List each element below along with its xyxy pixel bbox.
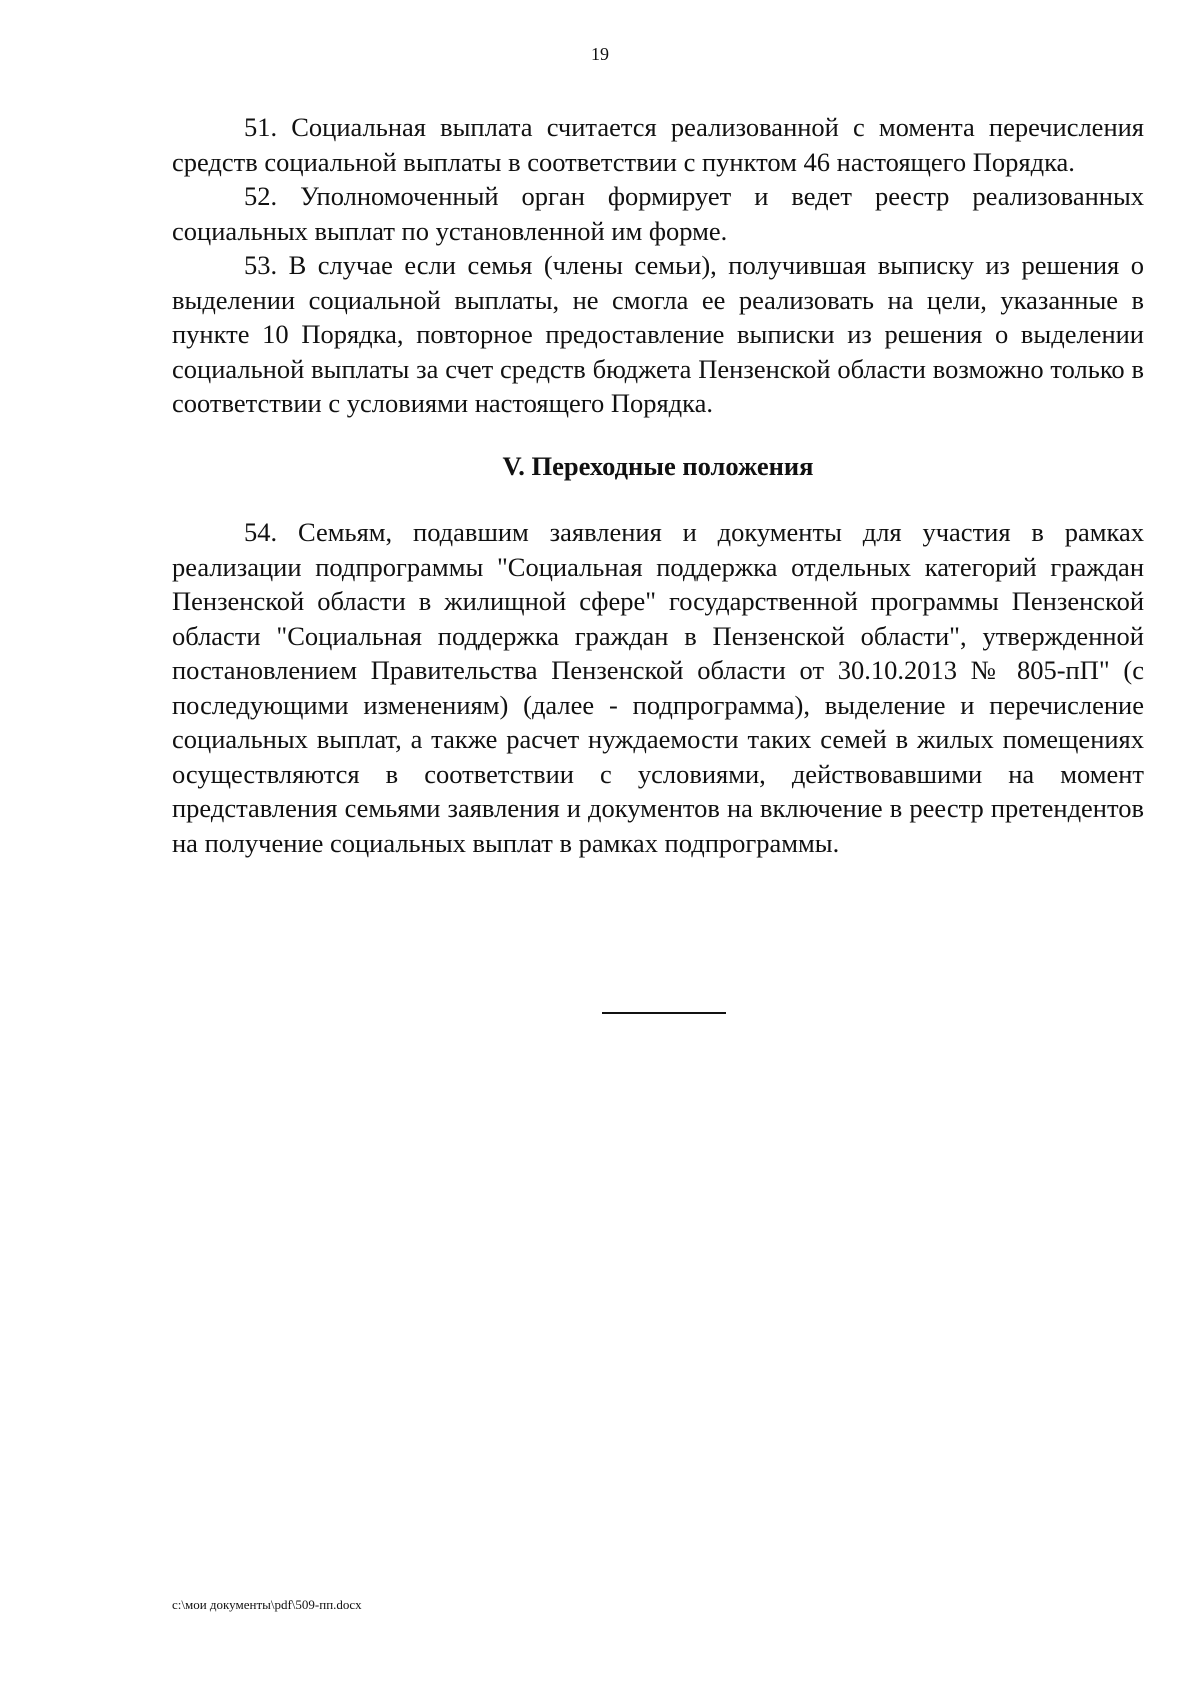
footer-file-path: c:\мои документы\pdf\509-пп.docx — [172, 1597, 362, 1612]
paragraph-51: 51. Социальная выплата считается реализованной с момента перечисления средств социальной выплаты в соответствии с пунктом 46 настоящего Порядка. — [172, 112, 1144, 177]
page-number: 19 — [591, 44, 609, 64]
end-of-document-rule — [602, 1012, 726, 1014]
paragraph-52: 52. Уполномоченный орган формирует и ведет реестр реализованных социальных выплат по установленной им форме. — [172, 181, 1144, 246]
paragraph-54: 54. Семьям, подавшим заявления и документы для участия в рамках реализации подпрограммы "Социальная поддержка отдельных категорий граждан Пензенской области в жилищной сфере" государственной программы Пензенской области "Социальная поддержка граждан в Пензенской области", утвержденной постановлением Правительства Пензенской области от 30.10.2013 № 805-пП" (с последующими изменениям) (далее - подпрограмма), выделение и перечисление социальных выплат, а также расчет нуждаемости таких семей в жилых помещениях осуществляются в соответствии с условиями, действовавшими на момент представления семьями заявления и документов на включение в реестр претендентов на получение социальных выплат в рамках подпрограммы. — [172, 517, 1144, 858]
section-heading: V. Переходные положения — [502, 450, 814, 481]
paragraph-53: 53. В случае если семья (члены семьи), получившая выписку из решения о выделении социальной выплаты, не смогла ее реализовать на цели, указанные в пункте 10 Порядка, повторное предоставление выписки из решения о выделении социальной выплаты за счет средств бюджета Пензенской области возможно только в соответствии с условиями настоящего Порядка. — [172, 250, 1144, 418]
document-body — [172, 110, 1144, 860]
